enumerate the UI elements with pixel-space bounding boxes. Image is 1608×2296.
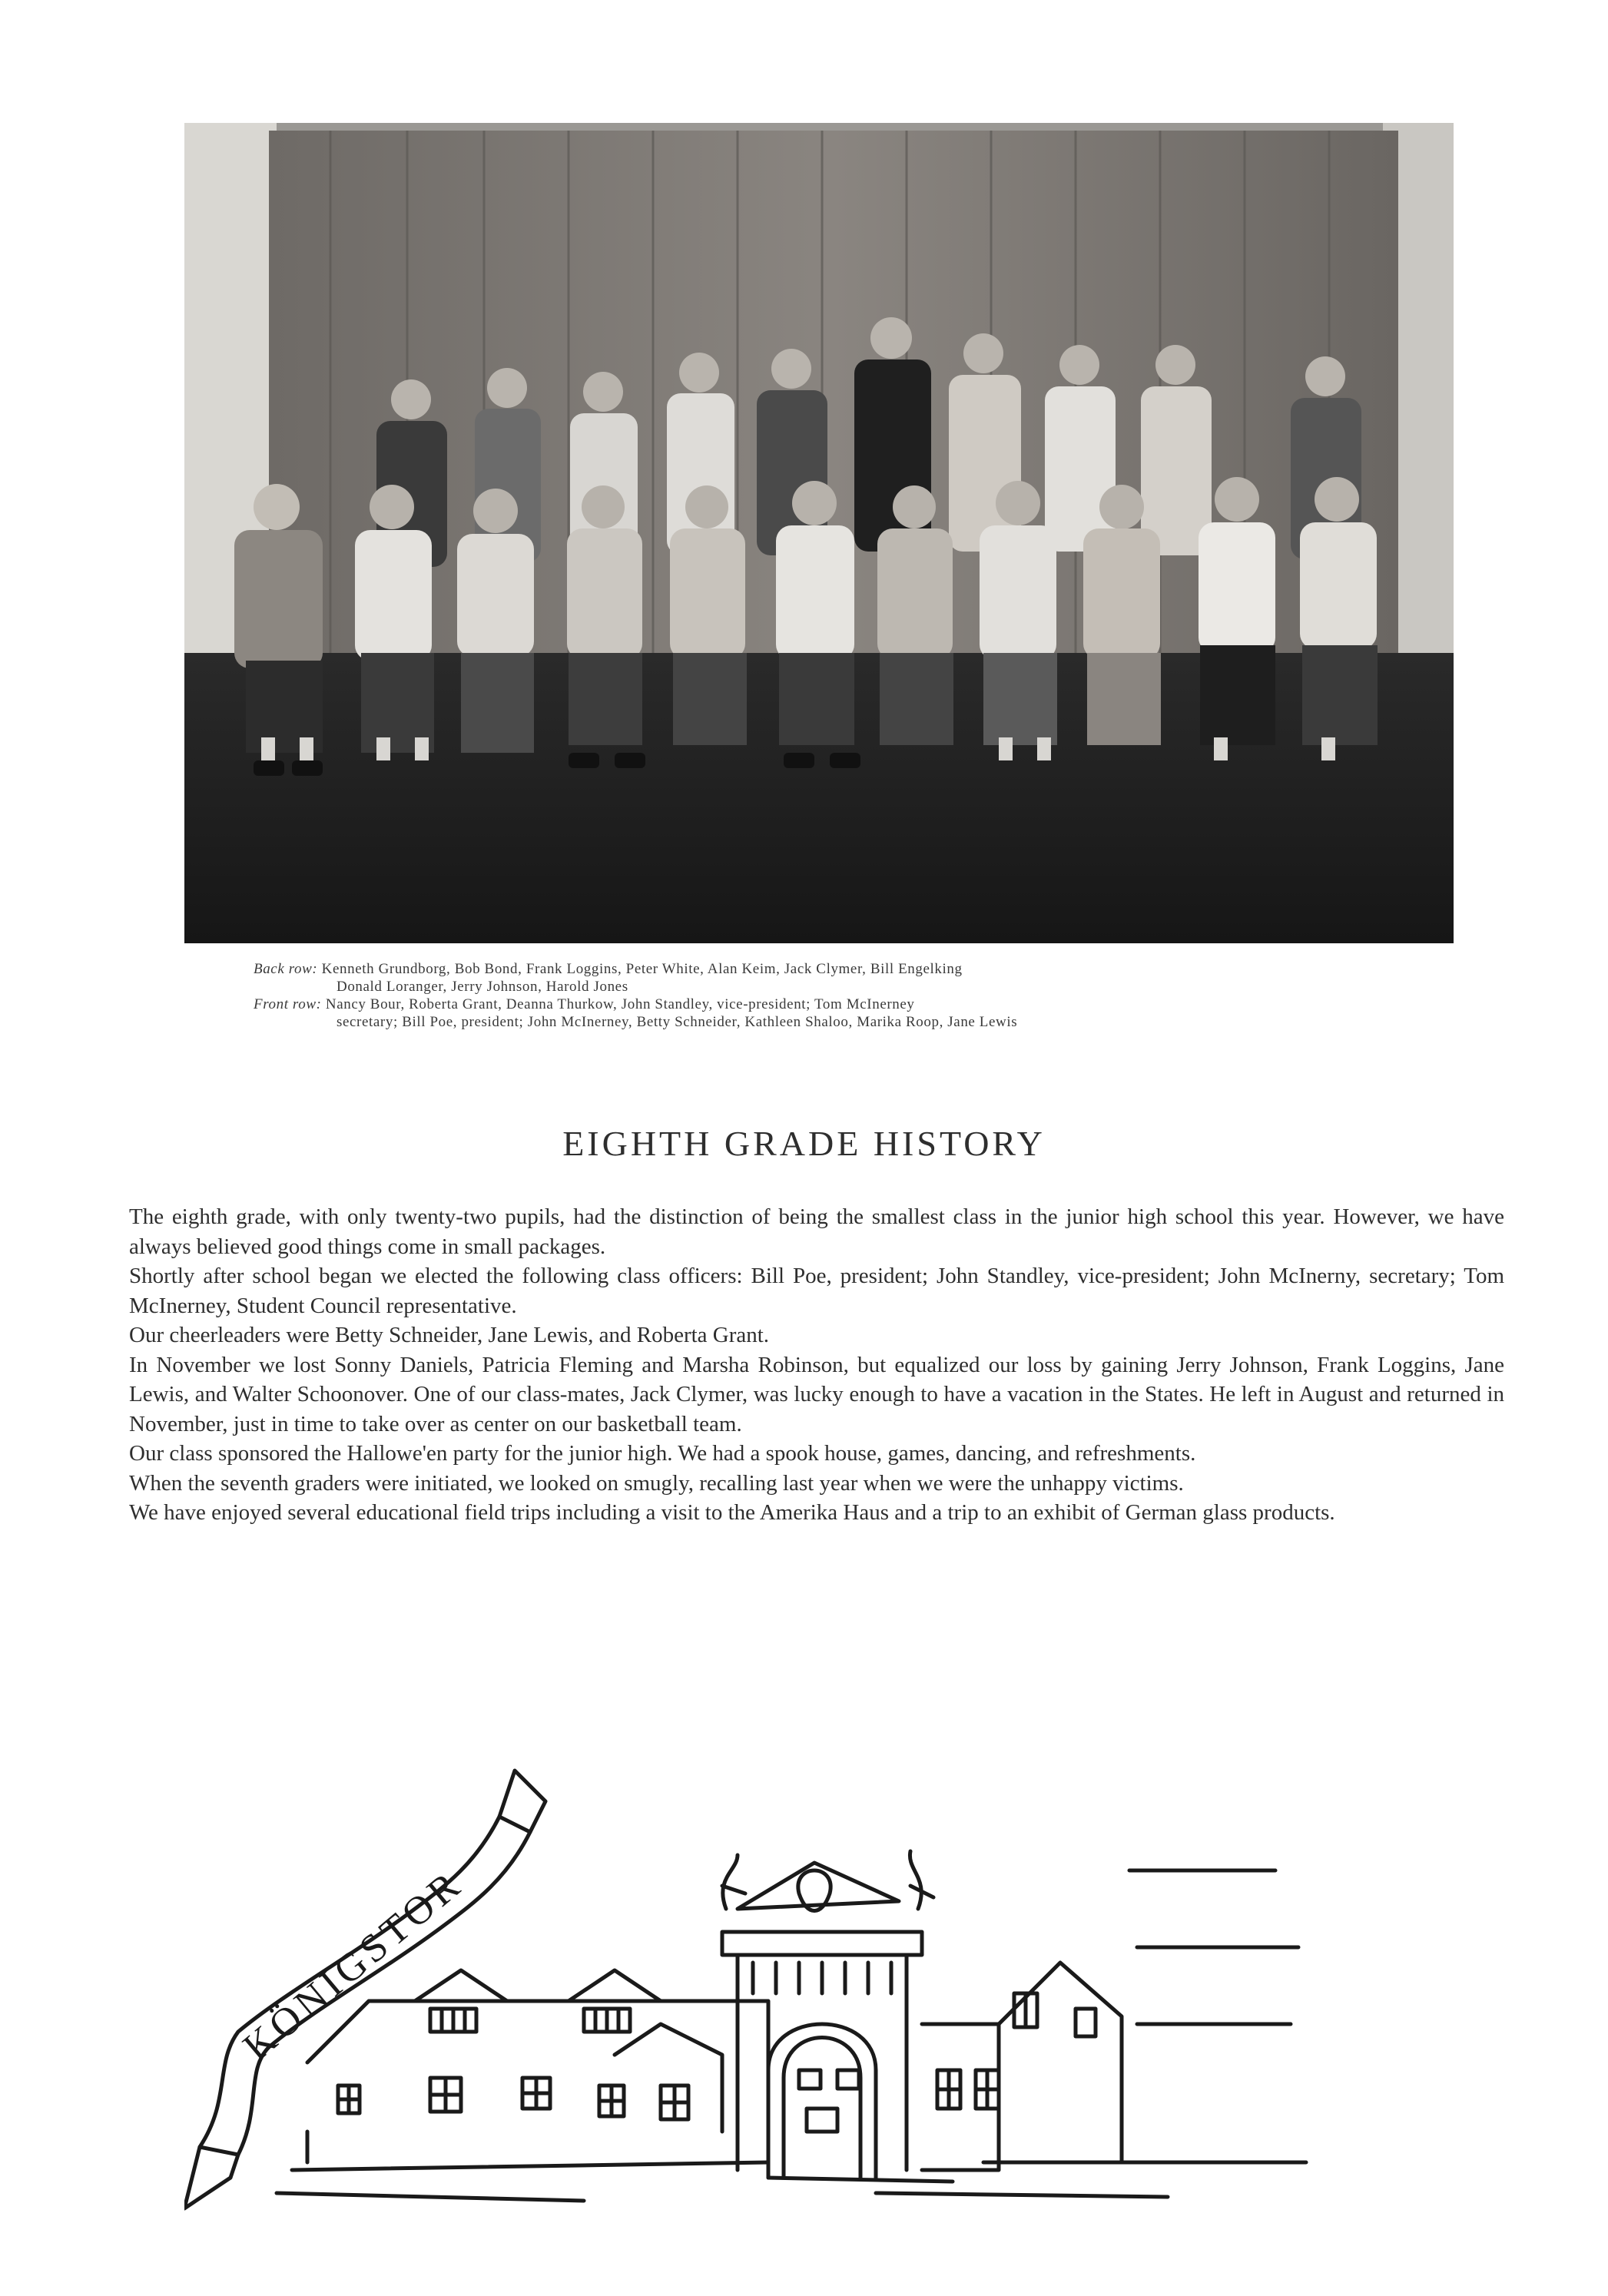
paragraph: Our cheerleaders were Betty Schneider, Jane Lewis, and Roberta Grant.: [129, 1323, 770, 1347]
front-row-names: Nancy Bour, Roberta Grant, Deanna Thurkow, John Standley, vice-president; Tom McInerney: [325, 996, 915, 1012]
class-photo-illustration: [184, 123, 1454, 943]
paragraph: We have enjoyed several educational field trips including a visit to the Amerika Haus and a trip to an exhibit of German glass products.: [129, 1500, 1335, 1525]
history-text: [129, 1202, 1504, 1528]
paragraph: The eighth grade, with only twenty-two pupils, had the distinction of being the smallest class in the junior high school this year. However, we have always believed good things come in small packages.: [129, 1204, 1504, 1259]
back-row-names: Kenneth Grundborg, Bob Bond, Frank Loggins, Peter White, Alan Keim, Jack Clymer, Bill Engelking: [321, 961, 963, 977]
paragraph: When the seventh graders were initiated, we looked on smugly, recalling last year when we were the unhappy victims.: [129, 1470, 1184, 1496]
photo-caption: [254, 960, 1391, 1031]
banner-text: KÖNIGSTOR: [235, 1861, 472, 2070]
banner-tail: [499, 1771, 545, 1832]
caption-back-row: [254, 960, 1391, 978]
page-title: EIGHTH GRADE HISTORY: [562, 1124, 1046, 1163]
konigstor-illustration: [184, 1701, 1475, 2224]
caption-front-row-cont: secretary; Bill Poe, president; John McInerney, Betty Schneider, Kathleen Shaloo, Marika Roop, Jane Lewis: [337, 1014, 1018, 1030]
class-photo: [184, 123, 1454, 943]
konigstor-drawing: [184, 1701, 1475, 2224]
paragraph: In November we lost Sonny Daniels, Patricia Fleming and Marsha Robinson, but equalized our loss by gaining Jerry Johnson, Frank Loggins, Jane Lewis, and Walter Schoonover. One of our class-mates, Jack Clymer, was lucky enough to have a vacation in the States. He left in August and returned in November, just in time to take over as center on our basketball team.: [129, 1352, 1504, 1436]
front-row-label: Front row:: [254, 996, 322, 1012]
caption-front-row: [254, 996, 1391, 1013]
caption-back-row-cont: Donald Loranger, Jerry Johnson, Harold Jones: [337, 979, 628, 995]
paragraph: Shortly after school began we elected the following class officers: Bill Poe, president; John Standley, vice-president; John McInerny, secretary; Tom McInerney, Student Council representative.: [129, 1264, 1504, 1318]
back-row-label: Back row:: [254, 961, 318, 977]
paragraph: Our class sponsored the Hallowe'en party for the junior high. We had a spook house, games, dancing, and refreshments.: [129, 1441, 1196, 1466]
